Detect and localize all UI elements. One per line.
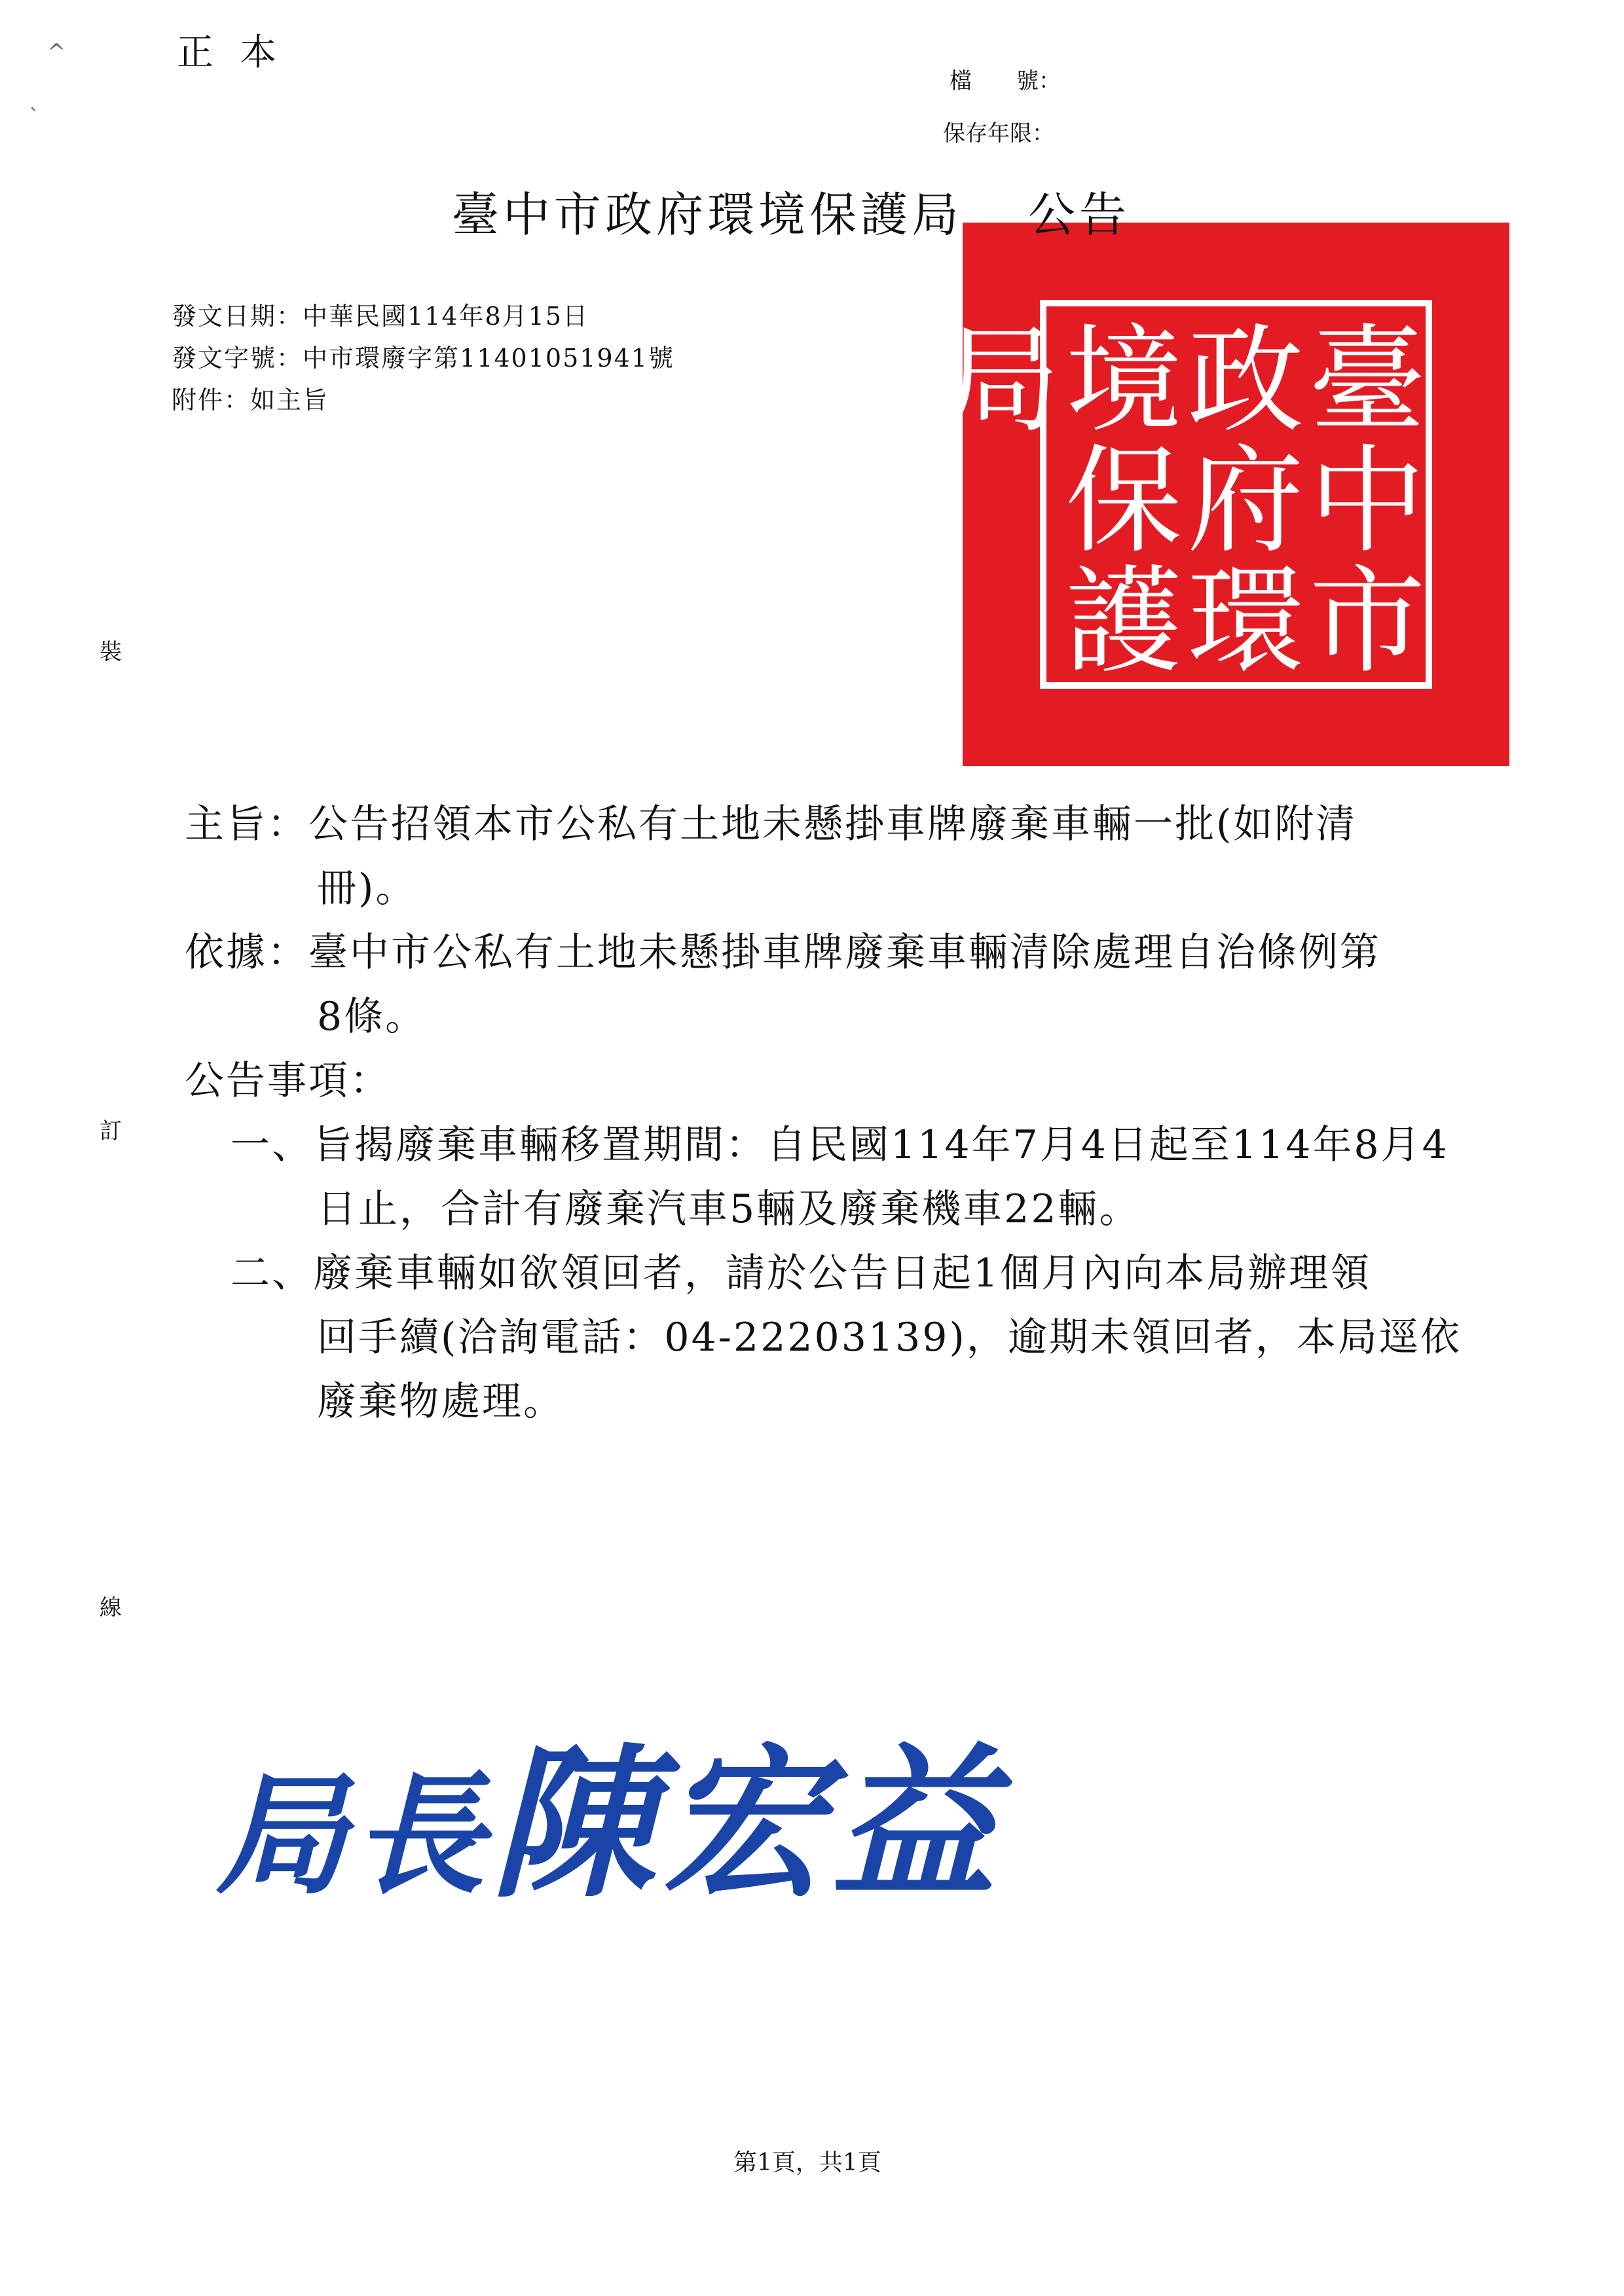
items-heading: 公告事項：: [185, 1058, 391, 1104]
signature-title: 局長: [216, 1758, 492, 1912]
binding-mark-xian: 線: [100, 1595, 122, 1621]
document-title: [452, 177, 1130, 245]
document-type: 公告: [1028, 187, 1131, 242]
binding-mark-zhuang: 裝: [100, 639, 122, 665]
reference-number-row: [172, 338, 674, 374]
item-2-label: 二、: [231, 1250, 313, 1296]
item-2-line-3: 廢棄物處理。: [317, 1379, 564, 1425]
item-2-text-1: 廢棄車輛如欲領回者，請於公告日起1個月內向本局辦理領: [313, 1250, 1372, 1296]
reference-label: 發文字號：: [172, 344, 303, 373]
agency-name: 臺中市政府環境保護局: [452, 187, 963, 242]
subject-line-1: [185, 792, 1357, 856]
subject-text-1: 公告招領本市公私有土地未懸掛車牌廢棄車輛一批(如附清: [308, 801, 1357, 847]
item-2-line-1: [231, 1241, 1371, 1305]
item-2-line-2: 回手續(洽詢電話：04-22203139)，逾期未領回者，本局逕依: [317, 1315, 1462, 1360]
signature-name: 陳宏益: [491, 1727, 1003, 1920]
attachment-label: 附件：: [172, 386, 251, 414]
seal-text: 臺中市政府環境保護局: [924, 318, 1425, 680]
item-1-text-1: 旨揭廢棄車輛移置期間：自民國114年7月4日起至114年8月4: [313, 1122, 1449, 1168]
file-number-label: 檔 號：: [950, 68, 1061, 94]
subject-line-2: 冊)。: [317, 866, 417, 911]
attachment-row: [172, 380, 329, 416]
scan-mark-top: ^: [47, 39, 66, 65]
subject-label: 主旨：: [185, 801, 308, 847]
page-number: 第1頁，共1頁: [733, 2149, 881, 2176]
basis-text-1: 臺中市公私有土地未懸掛車牌廢棄車輛清除處理自治條例第: [308, 930, 1381, 975]
seal-border: [924, 300, 1432, 689]
item-1-label: 一、: [231, 1122, 313, 1168]
issue-date-row: [172, 296, 589, 332]
reference-value: 中市環廢字第11401051941號: [303, 344, 674, 373]
attachment-value: 如主旨: [250, 386, 329, 414]
director-signature: [216, 1692, 1002, 1928]
basis-label: 依據：: [185, 930, 308, 975]
copy-type-label: 正本: [177, 31, 303, 74]
basis-line-1: [185, 920, 1381, 985]
retention-label: 保存年限：: [943, 120, 1054, 147]
issue-date-value: 中華民國114年8月15日: [303, 302, 589, 331]
issue-date-label: 發文日期：: [172, 302, 303, 331]
binding-mark-ding: 訂: [100, 1118, 122, 1144]
scan-mark-left: `: [29, 105, 40, 131]
item-1-line-1: [231, 1113, 1449, 1177]
item-1-line-2: 日止，合計有廢棄汽車5輛及廢棄機車22輛。: [317, 1186, 1141, 1232]
basis-line-2: 8條。: [317, 994, 427, 1040]
official-seal: [924, 223, 1509, 766]
